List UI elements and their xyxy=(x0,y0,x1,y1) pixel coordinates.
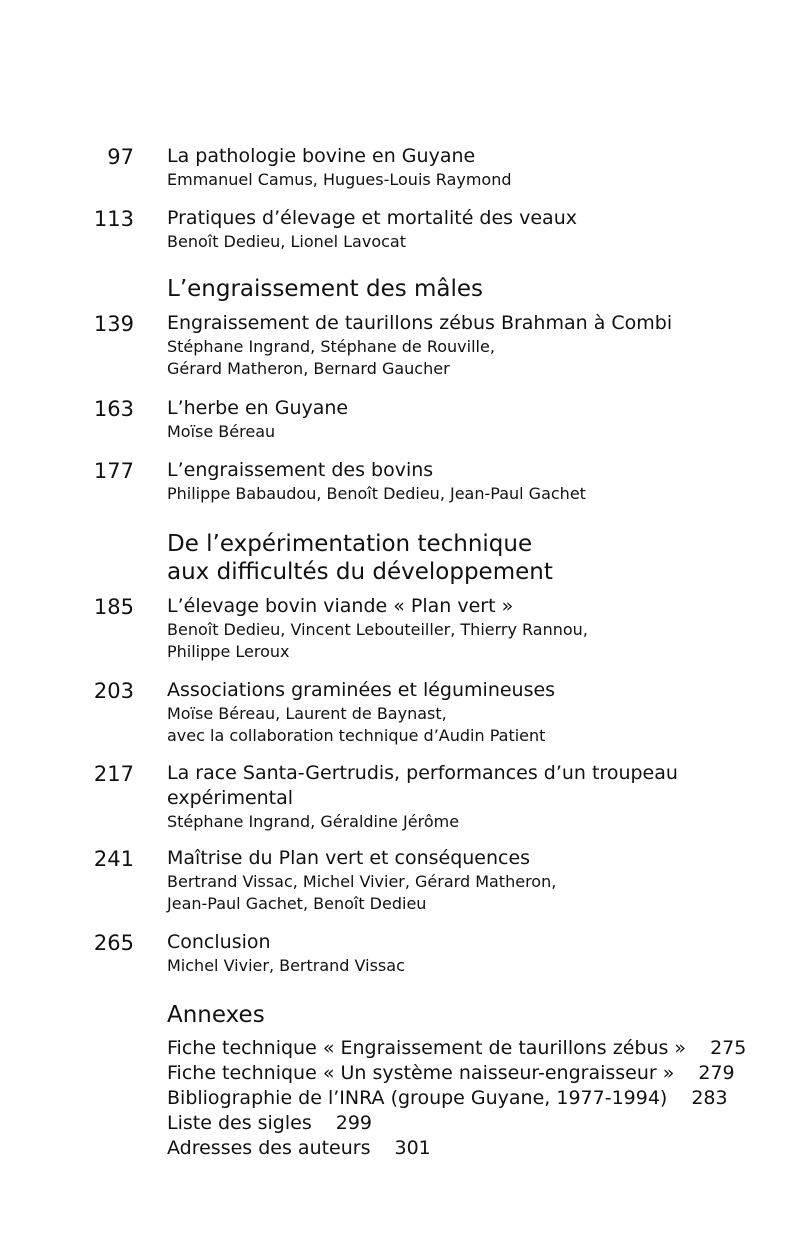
chapter-authors: Benoît Dedieu, Vincent Lebouteiller, Thierry Rannou, xyxy=(167,620,588,639)
section-heading: L’engraissement des mâles xyxy=(167,276,484,302)
chapter-authors: Moïse Béreau xyxy=(167,422,276,441)
chapter-title: Pratiques d’élevage et mortalité des veaux xyxy=(167,207,577,229)
annex-item xyxy=(167,1061,735,1086)
page-number: 217 xyxy=(93,762,134,786)
chapter-authors: Benoît Dedieu, Lionel Lavocat xyxy=(167,232,406,251)
chapter-title: Conclusion xyxy=(167,931,271,953)
chapter-authors: Michel Vivier, Bertrand Vissac xyxy=(167,956,405,975)
section-heading: aux difficultés du développement xyxy=(167,559,553,585)
chapter-title: L’herbe en Guyane xyxy=(167,397,349,419)
annex-item xyxy=(167,1111,372,1136)
annex-item xyxy=(167,1136,431,1161)
page-number: 275 xyxy=(710,1037,747,1059)
page-number: 299 xyxy=(335,1112,373,1134)
chapter-authors: Stéphane Ingrand, Géraldine Jérôme xyxy=(167,812,460,831)
chapter-authors: Gérard Matheron, Bernard Gaucher xyxy=(167,359,450,378)
page-number: 163 xyxy=(93,397,134,421)
page-number: 265 xyxy=(93,931,134,955)
chapter-title: Associations graminées et légumineuses xyxy=(167,679,556,701)
chapter-authors: Philippe Leroux xyxy=(167,642,290,661)
chapter-authors: Stéphane Ingrand, Stéphane de Rouville, xyxy=(167,337,495,356)
page-number: 203 xyxy=(93,679,134,703)
chapter-authors: Bertrand Vissac, Michel Vivier, Gérard Matheron, xyxy=(167,872,557,891)
section-heading: De l’expérimentation technique xyxy=(167,531,533,557)
chapter-authors: avec la collaboration technique d’Audin Patient xyxy=(167,726,546,745)
chapter-authors: Moïse Béreau, Laurent de Baynast, xyxy=(167,704,447,723)
page-number: 301 xyxy=(394,1137,431,1159)
annex-item xyxy=(167,1036,746,1061)
annex-label: Adresses des auteurs xyxy=(167,1137,371,1159)
annex-label: Liste des sigles xyxy=(167,1112,312,1134)
annex-label: Bibliographie de l’INRA (groupe Guyane, 1977-1994) xyxy=(167,1087,668,1109)
annex-item xyxy=(167,1086,728,1111)
chapter-title: L’engraissement des bovins xyxy=(167,459,434,481)
chapter-title: La race Santa-Gertrudis, performances d’un troupeau expérimental xyxy=(167,762,678,809)
chapter-title: Maîtrise du Plan vert et conséquences xyxy=(167,847,531,869)
chapter-authors: Emmanuel Camus, Hugues-Louis Raymond xyxy=(167,170,512,189)
chapter-title: L’élevage bovin viande « Plan vert » xyxy=(167,595,514,617)
page-number: 177 xyxy=(93,459,134,483)
annex-label: Fiche technique « Engraissement de taurillons zébus » xyxy=(167,1037,687,1059)
page-number: 113 xyxy=(93,207,134,231)
section-heading: Annexes xyxy=(167,1002,265,1028)
chapter-title: La pathologie bovine en Guyane xyxy=(167,145,476,167)
chapter-authors: Jean-Paul Gachet, Benoît Dedieu xyxy=(167,894,427,913)
page-number: 185 xyxy=(93,595,134,619)
annex-label: Fiche technique « Un système naisseur-engraisseur » xyxy=(167,1062,675,1084)
chapter-title: Engraissement de taurillons zébus Brahman à Combi xyxy=(167,312,673,334)
chapter-authors: Philippe Babaudou, Benoît Dedieu, Jean-Paul Gachet xyxy=(167,484,586,503)
page-number: 279 xyxy=(698,1062,735,1084)
page-number: 283 xyxy=(691,1087,728,1109)
page-number: 97 xyxy=(107,145,134,169)
page-number: 241 xyxy=(93,847,134,871)
page-number: 139 xyxy=(93,312,134,336)
